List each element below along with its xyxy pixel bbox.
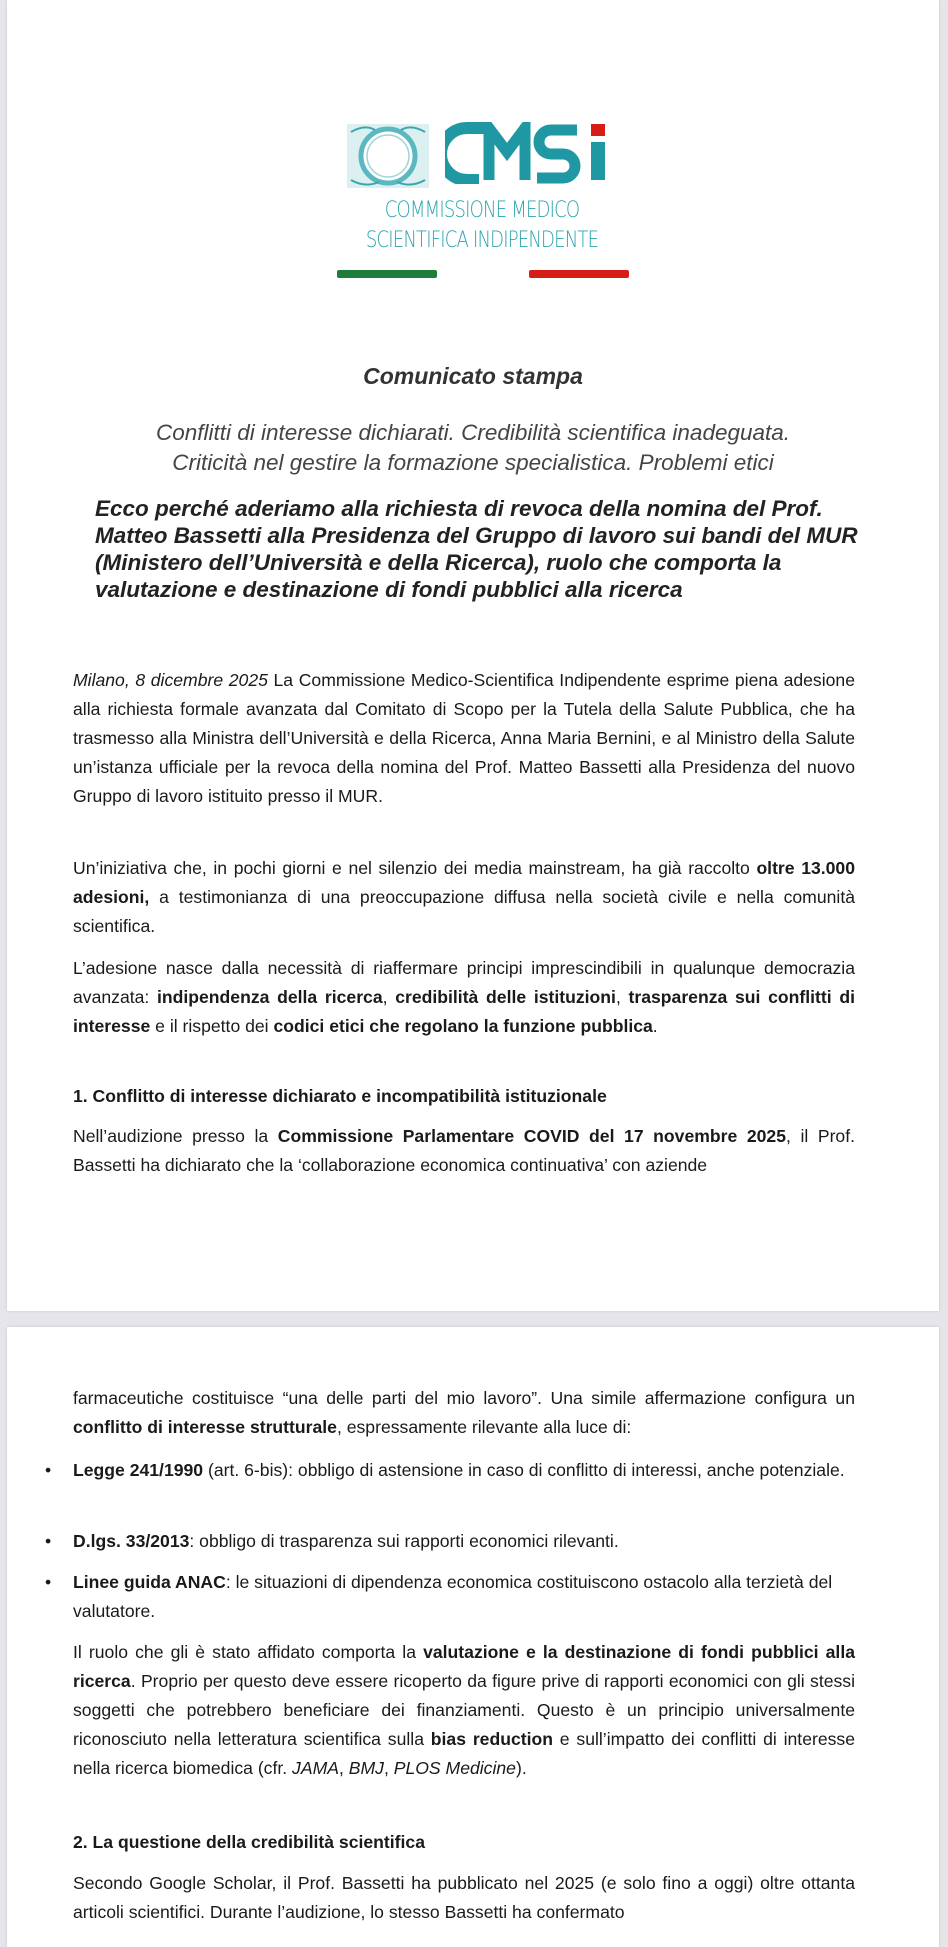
cmsi-logo xyxy=(337,118,627,286)
paragraph-role: Il ruolo che gli è stato affidato comporta la valutazione e la destinazione di fondi pubblici alla ricerca. Proprio per questo deve essere ricoperto da figure prive di rapporti economici con gli stessi soggetti che potrebbero beneficiare dei finanziamenti. Questo è un principio universalmente riconosciuto nella letteratura scientifica sulla bias reduction e sull’impatto dei conflitti di interesse nella ricerca biomedica (cfr. JAMA, BMJ, PLOS Medicine). xyxy=(73,1642,856,1778)
laurel-wreath-emblem-icon xyxy=(345,122,431,190)
bullet-icon: • xyxy=(45,1531,52,1551)
paragraph-principles: L’adesione nasce dalla necessità di riaffermare principi imprescindibili in qualunque democrazia avanzata: indipendenza della ricerca, credibilità delle istituzioni, trasparenza sui conflitti di interesse e il rispetto dei codici etici che regolano la funzione pubblica. xyxy=(73,958,855,1036)
subtitle-line-1: Conflitti di interesse dichiarati. Credibilità scientifica inadeguata. xyxy=(155,420,791,445)
document-page-1 xyxy=(7,0,939,1311)
org-name-line2: SCIENTIFICA INDIPENDENTE xyxy=(365,228,599,253)
document-page-2: farmaceutiche costituisce “una delle parti del mio lavoro”. Una simile affermazione configura un conflitto di interesse strutturale, espressamente rilevante alla luce di: • Legge 241/1990 (art. 6-bis): obbligo di astensione in caso di conflitto di interessi, anche potenziale. • D.lgs. 33/2013: obbligo di trasparenza sui rapporti economici rilevanti. • Linee guida ANAC: le situazioni di dipendenza economica costituiscono ostacolo alla terzietà del valutatore. Il ruolo che gli è stato affidato comporta la valutazione e la destinazione di fondi pubblici alla ricerca. Proprio per questo deve essere ricoperto da figure prive di rapporti economici con gli stessi soggetti che potrebbero beneficiare dei finanziamenti. Questo è un principio universalmente riconosciuto nella letteratura scientifica sulla bias reduction e sull’impatto dei conflitti di interesse nella ricerca biomedica (cfr. JAMA, BMJ, PLOS Medicine). 2. La questione della credibilità scientifica Secondo Google Scholar, il Prof. Bassetti ha pubblicato nel 2025 (e solo fino a oggi) oltre ottanta articoli scientifici. Durante l’audizione, lo stesso Bassetti ha confermato xyxy=(7,1327,939,1947)
cmsi-wordmark-icon xyxy=(445,122,623,184)
press-release-title: Comunicato stampa xyxy=(363,363,583,389)
paragraph-google-scholar: Secondo Google Scholar, il Prof. Bassetti ha pubblicato nel 2025 (e solo fino a oggi) oltre ottanta articoli scientifici. Durante l’audizione, lo stesso Bassetti ha confermato xyxy=(73,1873,855,1922)
section-1-heading: 1. Conflitto di interesse dichiarato e incompatibilità istituzionale xyxy=(73,1086,607,1106)
adhesion-count: oltre 13.000 adesioni, xyxy=(73,858,855,907)
subtitle-line-2: Criticità nel gestire la formazione specialistica. Problemi etici xyxy=(172,450,774,475)
headline: Ecco perché aderiamo alla richiesta di revoca della nomina del Prof. Matteo Bassetti alla Presidenza del Gruppo di lavoro sui bandi del MUR (Ministero dell’Università e della Ricerca), ruolo che comporta la valutazione e destinazione di fondi pubblici alla ricerca xyxy=(95,496,858,602)
paragraph-adhesions: Un’iniziativa che, in pochi giorni e nel silenzio dei media mainstream, ha già raccolto oltre 13.000 adesioni, a testimonianza di una preoccupazione diffusa nella società civile e nella comunità scientifica. xyxy=(73,858,855,936)
italian-flag-green-bar xyxy=(337,270,437,278)
bullet-icon: • xyxy=(45,1460,52,1480)
italian-flag-red-bar xyxy=(529,270,629,278)
paragraph-audition: Nell’audizione presso la Commissione Parlamentare COVID del 17 novembre 2025, il Prof. Bassetti ha dichiarato che la ‘collaborazione economica continuativa’ con aziende xyxy=(73,1126,855,1175)
paragraph-intro: Milano, 8 dicembre 2025 La Commissione Medico-Scientifica Indipendente esprime piena adesione alla richiesta formale avanzata dal Comitato di Scopo per la Tutela della Salute Pubblica, che ha trasmesso alla Ministra dell’Università e della Ricerca, Anna Maria Bernini, e al Ministro della Salute un’istanza ufficiale per la revoca della nomina del Prof. Matteo Bassetti alla Presidenza del nuovo Gruppo di lavoro istituito presso il MUR. xyxy=(73,670,855,806)
section-2-heading: 2. La questione della credibilità scientifica xyxy=(73,1832,425,1852)
bullet-icon: • xyxy=(45,1572,52,1592)
press-release-subtitle xyxy=(7,418,939,478)
paragraph-structural-conflict: farmaceutiche costituisce “una delle parti del mio lavoro”. Una simile affermazione configura un conflitto di interesse strutturale, espressamente rilevante alla luce di: xyxy=(73,1388,855,1437)
org-name-line1: COMMISSIONE MEDICO xyxy=(384,198,580,223)
dateline: Milano, 8 dicembre 2025 xyxy=(73,670,268,690)
